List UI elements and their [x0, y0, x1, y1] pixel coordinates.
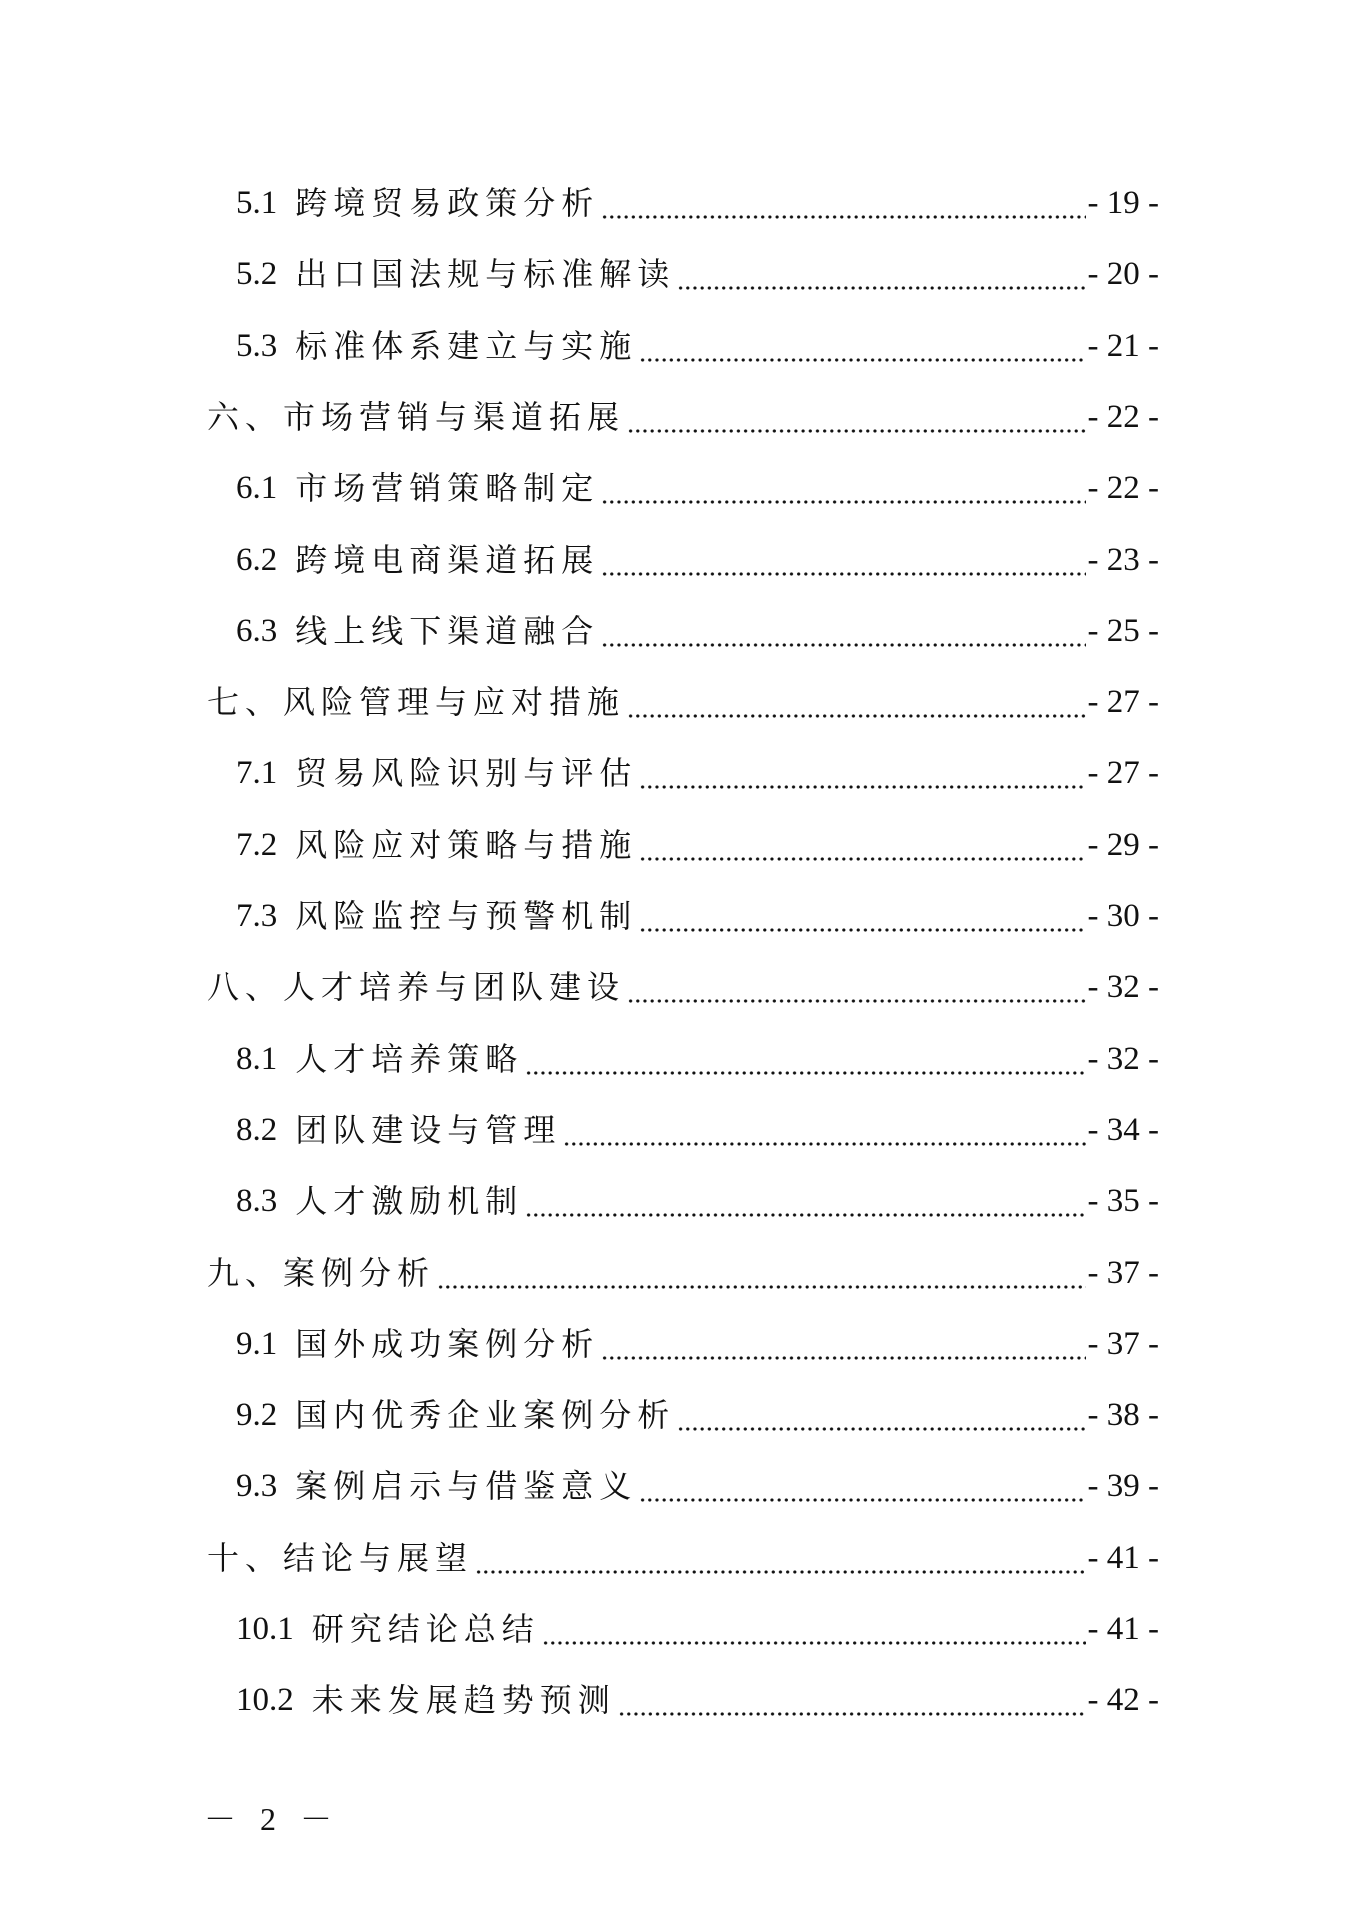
toc-dot-leader — [677, 254, 1085, 294]
toc-entry-page: - 35 - — [1087, 1183, 1159, 1220]
toc-dot-leader — [601, 468, 1085, 508]
toc-entry-page: - 22 - — [1087, 470, 1159, 507]
toc-entry-title: 人才激励机制 — [295, 1182, 524, 1221]
toc-dot-leader — [563, 1110, 1085, 1150]
toc-dot-leader — [601, 611, 1085, 651]
toc-entry-page: - 25 - — [1087, 612, 1159, 649]
toc-entry-number: 7.1 — [236, 755, 278, 792]
toc-entry-number: 7.3 — [236, 898, 278, 934]
toc-section-entry[interactable] — [236, 815, 1159, 865]
toc-section-entry[interactable] — [236, 458, 1159, 508]
toc-section-entry[interactable] — [236, 886, 1159, 936]
toc-dot-leader — [475, 1538, 1086, 1578]
toc-entry-number: 10.1 — [236, 1611, 294, 1647]
toc-dot-leader — [437, 1253, 1086, 1293]
toc-entry-title: 国外成功案例分析 — [295, 1324, 600, 1363]
toc-section-entry[interactable] — [236, 1456, 1159, 1506]
toc-section-entry[interactable] — [236, 1599, 1159, 1649]
toc-entry-title: 跨境贸易政策分析 — [295, 184, 600, 222]
toc-entry-number: 6.1 — [236, 470, 278, 507]
toc-section-entry[interactable] — [236, 743, 1159, 793]
toc-section-entry[interactable] — [236, 173, 1159, 223]
toc-section-entry[interactable] — [236, 1100, 1159, 1150]
toc-entry-title: 跨境电商渠道拓展 — [295, 540, 600, 579]
toc-entry-number: 8.2 — [236, 1111, 278, 1148]
toc-entry-number: 5.1 — [236, 185, 278, 221]
toc-entry-number: 9.1 — [236, 1325, 278, 1362]
toc-dot-leader — [601, 1324, 1085, 1364]
toc-section-entry[interactable] — [236, 530, 1159, 580]
toc-entry-page: - 37 - — [1087, 1325, 1159, 1362]
toc-entry-title: 风险监控与预警机制 — [295, 897, 638, 935]
toc-entry-number: 9.2 — [236, 1397, 278, 1434]
toc-dot-leader — [639, 896, 1085, 936]
toc-dot-leader — [618, 1680, 1086, 1720]
toc-chapter-entry[interactable] — [207, 387, 1159, 437]
toc-entry-number: 5.2 — [236, 256, 278, 293]
toc-entry-page: - 21 - — [1087, 327, 1159, 364]
toc-entry-page: - 32 - — [1087, 969, 1159, 1006]
toc-entry-page: - 29 - — [1087, 826, 1159, 863]
toc-chapter-entry[interactable] — [207, 1243, 1159, 1293]
toc-entry-number: 9.3 — [236, 1468, 278, 1505]
toc-dot-leader — [627, 397, 1086, 437]
toc-entry-title: 九、案例分析 — [207, 1253, 436, 1292]
toc-entry-title: 十、结论与展望 — [207, 1538, 474, 1577]
toc-entry-title: 线上线下渠道融合 — [295, 611, 600, 650]
toc-entry-title: 团队建设与管理 — [295, 1110, 562, 1149]
toc-entry-title: 出口国法规与标准解读 — [295, 255, 676, 294]
toc-entry-page: - 30 - — [1087, 898, 1159, 934]
toc-entry-page: - 19 - — [1087, 185, 1159, 221]
toc-dot-leader — [627, 682, 1086, 722]
toc-entry-title: 标准体系建立与实施 — [295, 326, 638, 365]
toc-chapter-entry[interactable] — [207, 672, 1159, 722]
toc-chapter-entry[interactable] — [207, 1528, 1159, 1578]
toc-entry-title: 七、风险管理与应对措施 — [207, 683, 626, 722]
toc-entry-number: 6.3 — [236, 612, 278, 649]
toc-entry-page: - 27 - — [1087, 755, 1159, 792]
toc-section-entry[interactable] — [236, 601, 1159, 651]
toc-entry-number: 8.3 — [236, 1183, 278, 1220]
toc-entry-number: 6.2 — [236, 541, 278, 578]
toc-entry-number: 7.2 — [236, 826, 278, 863]
toc-dot-leader — [525, 1039, 1085, 1079]
toc-entry-page: - 38 - — [1087, 1397, 1159, 1434]
toc-entry-page: - 22 - — [1087, 398, 1159, 435]
toc-section-entry[interactable] — [236, 1670, 1159, 1720]
toc-entry-title: 人才培养策略 — [295, 1039, 524, 1078]
toc-entry-title: 贸易风险识别与评估 — [295, 754, 638, 793]
toc-dot-leader — [525, 1181, 1085, 1221]
toc-dot-leader — [639, 1466, 1085, 1506]
toc-entry-title: 市场营销策略制定 — [295, 469, 600, 508]
toc-entry-title: 案例启示与借鉴意义 — [295, 1467, 638, 1506]
toc-chapter-entry[interactable] — [207, 957, 1159, 1007]
toc-entry-title: 八、人才培养与团队建设 — [207, 968, 626, 1007]
toc-entry-number: 10.2 — [236, 1682, 294, 1719]
toc-section-entry[interactable] — [236, 244, 1159, 294]
toc-section-entry[interactable] — [236, 1385, 1159, 1435]
toc-dot-leader — [639, 326, 1085, 366]
toc-entry-page: - 23 - — [1087, 541, 1159, 578]
toc-entry-title: 六、市场营销与渠道拓展 — [207, 397, 626, 436]
toc-entry-page: - 39 - — [1087, 1468, 1159, 1505]
page-number: － 2 － — [204, 1801, 341, 1837]
toc-section-entry[interactable] — [236, 1029, 1159, 1079]
toc-entry-title: 国内优秀企业案例分析 — [295, 1396, 676, 1435]
toc-dot-leader — [677, 1395, 1085, 1435]
toc-entry-page: - 27 - — [1087, 684, 1159, 721]
toc-entry-title: 研究结论总结 — [311, 1610, 540, 1648]
toc-dot-leader — [639, 825, 1085, 865]
toc-dot-leader — [601, 540, 1085, 580]
toc-entry-page: - 37 - — [1087, 1254, 1159, 1291]
toc-entry-page: - 20 - — [1087, 256, 1159, 293]
toc-section-entry[interactable] — [236, 1314, 1159, 1364]
toc-dot-leader — [627, 967, 1086, 1007]
toc-dot-leader — [639, 753, 1085, 793]
toc-section-entry[interactable] — [236, 316, 1159, 366]
toc-entry-page: - 41 - — [1087, 1611, 1159, 1647]
toc-entry-title: 未来发展趋势预测 — [311, 1681, 616, 1720]
toc-entry-page: - 34 - — [1087, 1111, 1159, 1148]
toc-dot-leader — [542, 1609, 1086, 1649]
toc-section-entry[interactable] — [236, 1171, 1159, 1221]
toc-entry-page: - 32 - — [1087, 1040, 1159, 1077]
toc-entry-page: - 42 - — [1087, 1682, 1159, 1719]
toc-dot-leader — [601, 183, 1085, 223]
toc-entry-page: - 41 - — [1087, 1539, 1159, 1576]
toc-entry-number: 8.1 — [236, 1040, 278, 1077]
toc-entry-number: 5.3 — [236, 327, 278, 364]
toc-entry-title: 风险应对策略与措施 — [295, 825, 638, 864]
